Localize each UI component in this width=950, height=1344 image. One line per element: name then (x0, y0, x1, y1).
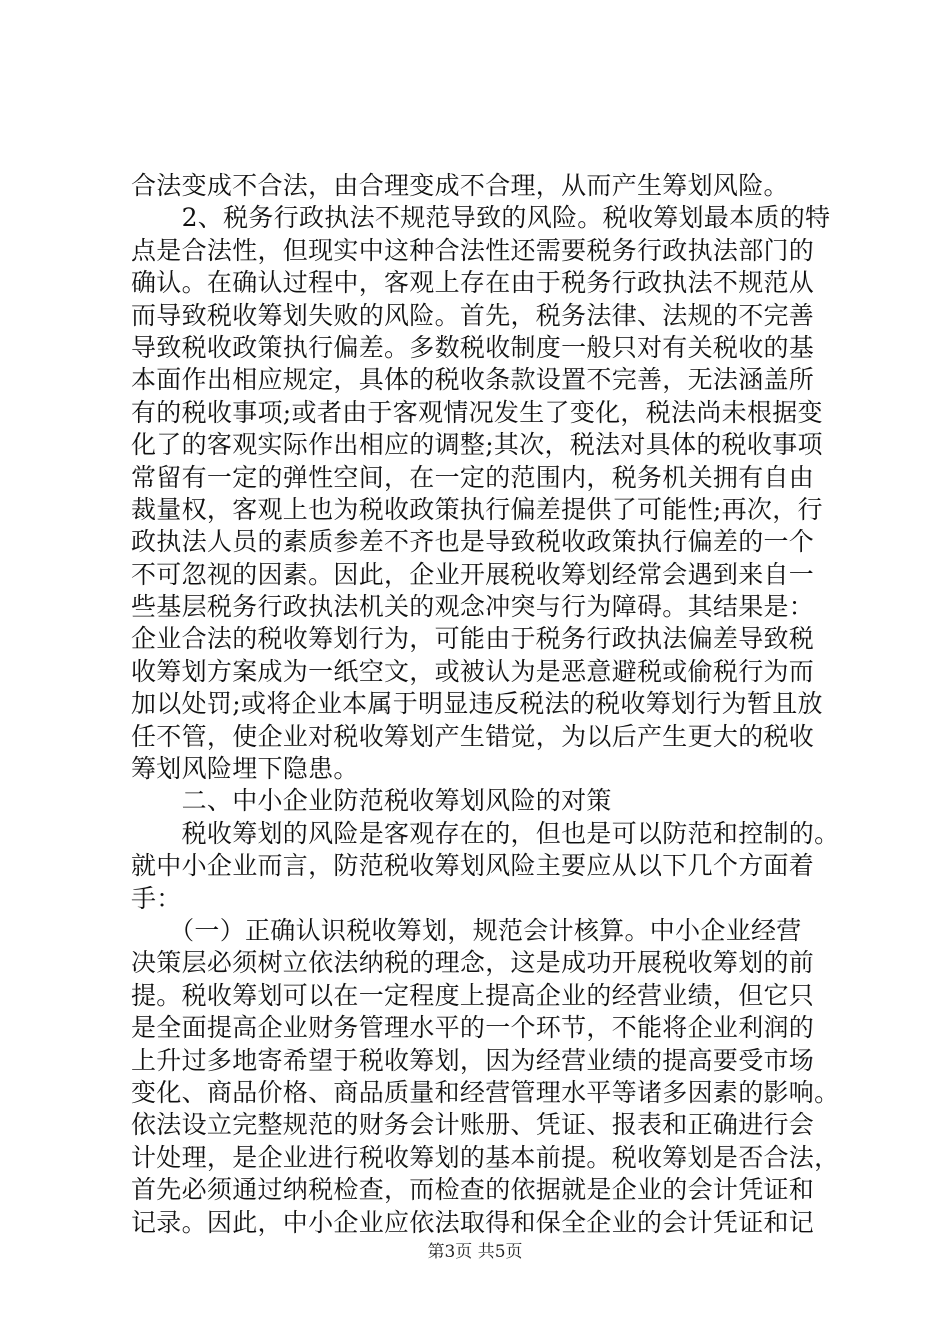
text-line: 二、中小企业防范税收筹划风险的对策 (131, 786, 612, 816)
text-line: 手： (131, 883, 182, 913)
text-line: 提。税收筹划可以在一定程度上提高企业的经营业绩，但它只 (131, 980, 815, 1010)
text-line: 决策层必须树立依法纳税的理念，这是成功开展税收筹划的前 (131, 948, 815, 978)
text-line: 导致税收政策执行偏差。多数税收制度一般只对有关税收的基 (131, 332, 815, 362)
body-text (131, 170, 840, 1239)
text-line: 收筹划方案成为一纸空文，或被认为是恶意避税或偷税行为而 (131, 656, 815, 686)
text-line: 上升过多地寄希望于税收筹划，因为经营业绩的提高要受市场 (131, 1045, 815, 1075)
text-line: 合法变成不合法，由合理变成不合理，从而产生筹划风险。 (131, 171, 789, 200)
text-line: 有的税收事项;或者由于客观情况发生了变化，税法尚未根据变 (131, 397, 823, 427)
text-line: 加以处罚;或将企业本属于明显违反税法的税收筹划行为暂且放 (131, 689, 823, 719)
text-line: 任不管，使企业对税收筹划产生错觉，为以后产生更大的税收 (131, 721, 815, 751)
text-line: 政执法人员的素质参差不齐也是导致税收政策执行偏差的一个 (131, 527, 815, 557)
text-line: 裁量权，客观上也为税收政策执行偏差提供了可能性;再次，行 (131, 494, 823, 524)
text-line: 企业合法的税收筹划行为，可能由于税务行政执法偏差导致税 (131, 624, 815, 654)
text-line: 些基层税务行政执法机关的观念冲突与行为障碍。其结果是： (131, 592, 815, 622)
text-line: 首先必须通过纳税检查，而检查的依据就是企业的会计凭证和 (131, 1175, 815, 1205)
text-line: 确认。在确认过程中，客观上存在由于税务行政执法不规范从 (131, 268, 815, 298)
text-line: 而导致税收筹划失败的风险。首先，税务法律、法规的不完善 (131, 300, 815, 330)
text-line: 常留有一定的弹性空间，在一定的范围内，税务机关拥有自由 (131, 462, 815, 492)
text-line: （一）正确认识税收筹划，规范会计核算。中小企业经营 (131, 915, 802, 945)
text-line: 就中小企业而言，防范税收筹划风险主要应从以下几个方面着 (131, 851, 815, 881)
text-line: 筹划风险埋下隐患。 (131, 754, 359, 784)
text-line: 本面作出相应规定，具体的税收条款设置不完善，无法涵盖所 (131, 365, 815, 395)
text-line: 2、税务行政执法不规范导致的风险。税收筹划最本质的特 (131, 203, 831, 233)
text-line: 税收筹划的风险是客观存在的，但也是可以防范和控制的。 (131, 818, 840, 848)
text-line: 依法设立完整规范的财务会计账册、凭证、报表和正确进行会 (131, 1110, 815, 1140)
text-line: 不可忽视的因素。因此，企业开展税收筹划经常会遇到来自一 (131, 559, 815, 589)
text-line: 是全面提高企业财务管理水平的一个环节，不能将企业利润的 (131, 1013, 815, 1043)
text-line: 点是合法性，但现实中这种合法性还需要税务行政执法部门的 (131, 235, 815, 265)
page-footer: 第3页 共5页 (427, 1242, 523, 1262)
text-line: 化了的客观实际作出相应的调整;其次，税法对具体的税收事项 (131, 430, 823, 460)
text-line: 计处理，是企业进行税收筹划的基本前提。税收筹划是否合法， (131, 1142, 840, 1172)
text-line: 记录。因此，中小企业应依法取得和保全企业的会计凭证和记 (131, 1207, 815, 1237)
text-line: 变化、商品价格、商品质量和经营管理水平等诸多因素的影响。 (131, 1077, 840, 1107)
